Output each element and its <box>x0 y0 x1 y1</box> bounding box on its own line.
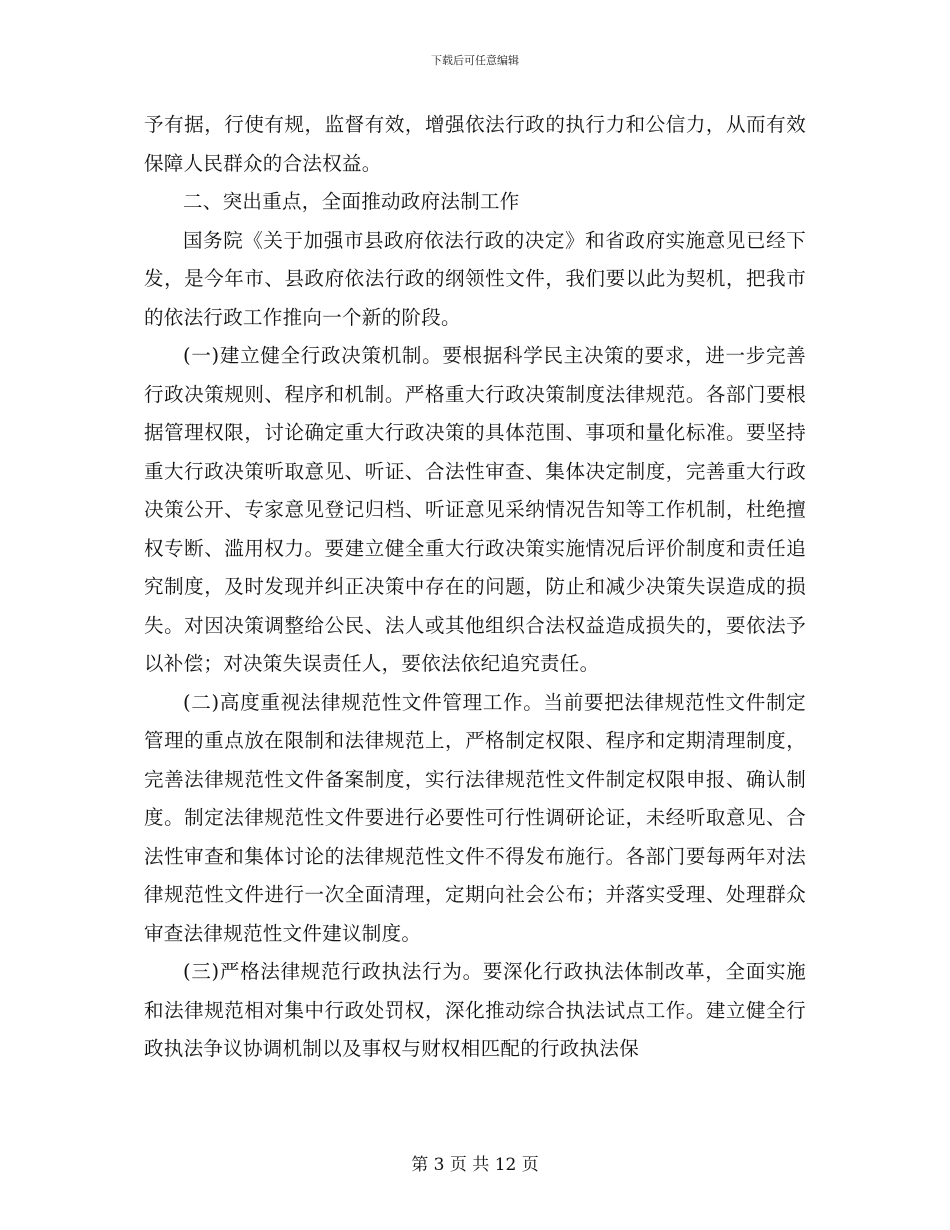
page-number-footer: 第 3 页 共 12 页 <box>411 1155 539 1175</box>
page-header: 下载后可任意编辑 <box>431 54 519 67</box>
paragraph-item-1: (一)建立健全行政决策机制。要根据科学民主决策的要求，进一步完善行政决策规则、程序和机制。严格重大行政决策制度法律规范。各部门要根据管理权限，讨论确定重大行政决策的具体范围、事项和量化标准。要坚持重大行政决策听取意见、听证、合法性审查、集体决定制度，完善重大行政决策公开、专家意见登记归档、听证意见采纳情况告知等工作机制，杜绝擅权专断、滥用权力。要建立健全重大行政决策实施情况后评价制度和责任追究制度，及时发现并纠正决策中存在的问题，防止和减少决策失误造成的损失。对因决策调整给公民、法人或其他组织合法权益造成损失的，要依法予以补偿；对决策失误责任人，要依法依纪追究责任。 <box>144 344 806 675</box>
paragraph-continuation: 予有据，行使有规，监督有效，增强依法行政的执行力和公信力，从而有效保障人民群众的合法权益。 <box>144 113 806 175</box>
paragraph-item-2: (二)高度重视法律规范性文件管理工作。当前要把法律规范性文件制定管理的重点放在限制和法律规范上，严格制定权限、程序和定期清理制度，完善法律规范性文件备案制度，实行法律规范性文件制定权限申报、确认制度。制定法律规范性文件要进行必要性可行性调研论证，未经听取意见、合法性审查和集体讨论的法律规范性文件不得发布施行。各部门要每两年对法律规范性文件进行一次全面清理，定期向社会公布；并落实受理、处理群众审查法律规范性文件建议制度。 <box>144 690 806 945</box>
paragraph-intro: 国务院《关于加强市县政府依法行政的决定》和省政府实施意见已经下发，是今年市、县政府依法行政的纲领性文件，我们要以此为契机，把我市的依法行政工作推向一个新的阶段。 <box>144 228 806 329</box>
document-body <box>144 106 806 1069</box>
section-heading: 二、突出重点，全面推动政府法制工作 <box>183 190 520 213</box>
paragraph-item-3: (三)严格法律规范行政执法行为。要深化行政执法体制改革，全面实施和法律规范相对集中行政处罚权，深化推动综合执法试点工作。建立健全行政执法争议协调机制以及事权与财权相匹配的行政执法保 <box>144 960 806 1060</box>
